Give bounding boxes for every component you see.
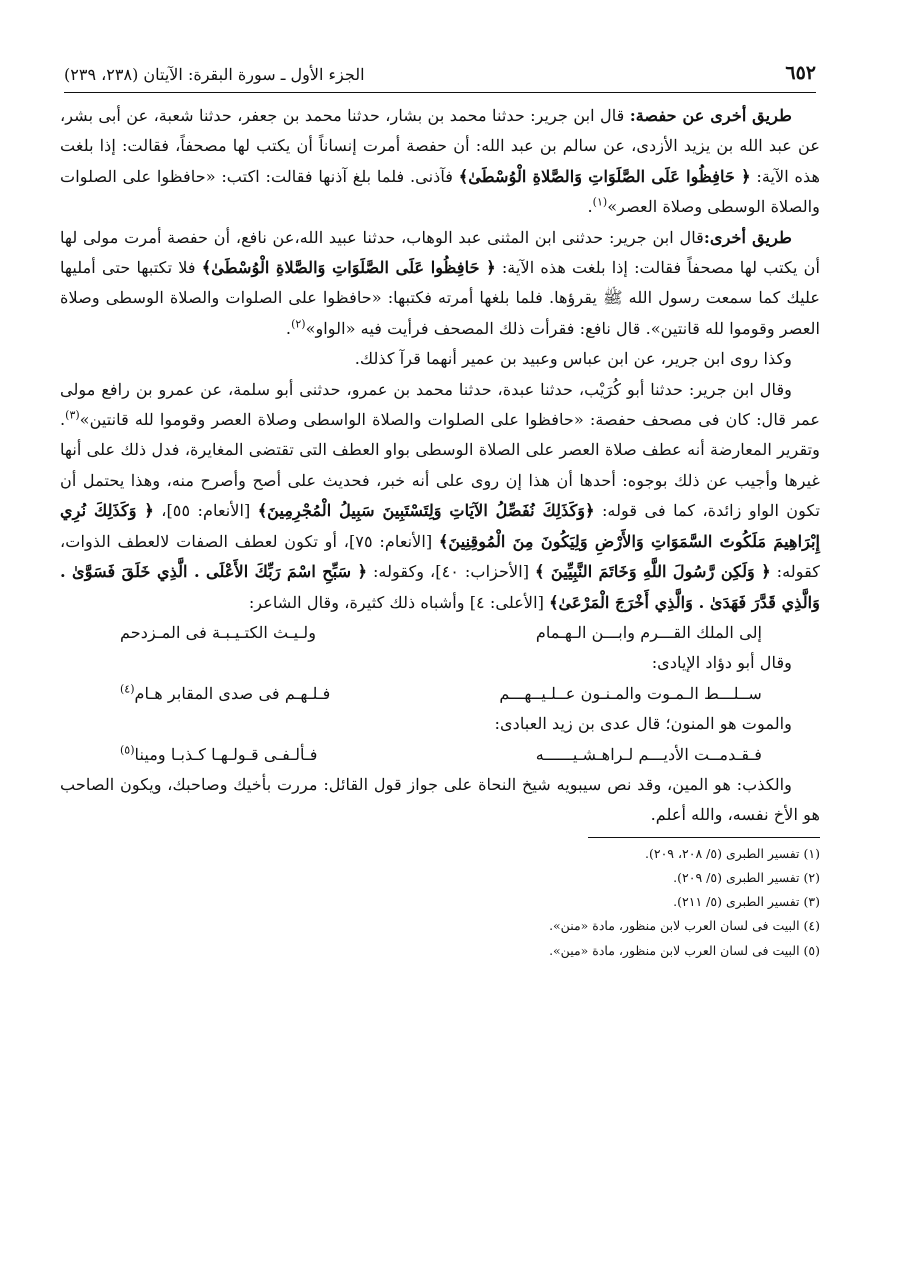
footnote-ref: (٥) xyxy=(120,743,135,757)
footnote-item: (٥) البيت فى لسان العرب لابن منظور، مادة «مين». xyxy=(549,942,820,958)
paragraph-text: فآذنى. فلما بلغ آذنها فقالت: اكتب: «حافظوا على الصلوات والصلاة الوسطى وصلاة العصر» xyxy=(60,166,820,217)
verse-first-hemistich: إلى الملك القـــرم وابـــن الـهـمام xyxy=(535,622,762,642)
poem-verse-1 xyxy=(60,618,820,648)
book-page xyxy=(60,62,820,963)
footnote-ref: (٤) xyxy=(120,682,135,696)
quran-citation: [الأحزاب: ٤٠]، وكقوله: xyxy=(367,562,535,582)
poem-verse-3 xyxy=(60,740,820,770)
footnote-ref: (٢) xyxy=(291,317,306,331)
poem-verse-2 xyxy=(60,679,820,709)
paragraph-text: . xyxy=(285,318,292,338)
verse-first-hemistich: ســلـــط الـمـوت والمـنـون عــلـيــهـــم xyxy=(499,683,762,703)
verse-second-hemistich-wrap xyxy=(120,740,317,770)
footnote-item: (٢) تفسير الطبرى (٥/ ٢٠٩). xyxy=(673,869,820,885)
footnote-item: (٤) البيت فى لسان العرب لابن منظور، مادة «منن». xyxy=(549,918,820,934)
quran-quote: ﴿ وَلَكِن رَّسُولَ اللَّهِ وَخَاتَمَ النَّبِيِّينَ ﴾ xyxy=(535,562,771,582)
footnote-item: (٣) تفسير الطبرى (٥/ ٢١١). xyxy=(673,894,820,910)
quran-quote: ﴿ حَافِظُوا عَلَى الصَّلَوَاتِ وَالصَّلاةِ الْوُسْطَىٰ﴾ xyxy=(458,166,751,186)
footnote-ref: (٣) xyxy=(65,408,80,422)
quran-citation: [الأعلى: ٤] وأشباه ذلك كثيرة، وقال الشاعر: xyxy=(248,592,550,612)
paragraph-text: قال ابن جرير: حدثنا محمد بن بشار، حدثنا محمد بن جعفر، حدثنا شعبة، عن أبى بشر، عن عبد الله بن يزيد الأزدى، عن سالم بن عبد الله: أن حفصة أمرت إنساناً أن يكتب لها مصحفاً، فقالت: إذا بلغت هذه الآية: xyxy=(60,106,820,186)
verse-second-hemistich: فـلـهـم فى صدى المقابر هـام xyxy=(134,683,331,703)
paragraph-abu-kurayb xyxy=(60,375,820,618)
paragraph-text: فلا تكتبها حتى أمليها عليك كما سمعت رسول الله ﷺ يقرؤها. فلما بلغها أمرته فكتبها: «حافظوا على الصلوات والصلاة الوسطى وصلاة العصر وقوموا لله قانتين». قال نافع: فقرأت ذلك المصحف فرأيت فيه «الواو» xyxy=(60,258,820,338)
paragraph-abu-duad: وقال أبو دؤاد الإيادى: xyxy=(651,653,792,673)
quran-citation: [الأنعام: ٧٥]، أو تكون لعطف الصفات لالعطف الذوات، كقوله: xyxy=(60,531,820,582)
verse-second-hemistich-wrap xyxy=(120,679,330,709)
paragraph-ibn-abbas: وكذا روى ابن جرير، عن ابن عباس وعبيد بن عمير أنهما قرآ كذلك. xyxy=(354,349,792,369)
paragraph-adi-ibn-zayd: والموت هو المنون؛ قال عدى بن زيد العبادى: xyxy=(494,714,792,734)
footnote-ref: (١) xyxy=(592,195,608,209)
verse-first-hemistich: فـقـدمــت الأديـــم لـراهـشـيــــــه xyxy=(535,744,762,764)
footnote-divider xyxy=(588,837,820,838)
footnotes xyxy=(60,842,820,963)
page-body xyxy=(60,101,820,831)
paragraph-another-route xyxy=(60,223,820,345)
verse-second-hemistich: فـألـفـى قـولـهـا كـذبـا ومينا xyxy=(134,744,318,764)
quran-quote: ﴿وَكَذَلِكَ نُفَصِّلُ الآيَاتِ وَلِتَسْتَبِينَ سَبِيلُ الْمُجْرِمِينَ﴾ xyxy=(257,501,595,521)
section-lead: طريق أخرى: xyxy=(703,227,792,247)
paragraph-text: . وتقرير المعارضة أنه عطف صلاة العصر على الصلاة الوسطى بواو العطف التى تقتضى المغايرة، فدل ذلك على أنها غيرها وأجيب عن ذلك بوجوه: أحدها أن هذا إن روى على أنه خبر، فحديث على أصح وأصرح منه، وهذا يحتمل أن تكون الواو زائدة، كما فى قوله: xyxy=(60,410,820,521)
paragraph-text: وقال ابن جرير: حدثنا أبو كُرَيْب، حدثنا عبدة، حدثنا محمد بن عمرو، حدثنى أبو سلمة، عن عمرو بن رافع مولى عمر قال: كان فى مصحف حفصة: «حافظوا على الصلوات والصلاة الواسطى وصلاة العصر وقوموا لله قانتين» xyxy=(60,379,820,430)
paragraph-hafsa-route xyxy=(60,101,820,223)
quran-quote: ﴿ حَافِظُوا عَلَى الصَّلَوَاتِ وَالصَّلاةِ الْوُسْطَىٰ﴾ xyxy=(201,258,496,278)
quran-quote: ﴿ سَبِّحِ اسْمَ رَبِّكَ الأَعْلَى . الَّذِي خَلَقَ فَسَوَّىٰ . وَالَّذِي قَدَّرَ فَهَدَىٰ . وَالَّذِي أَخْرَجَ الْمَرْعَىٰ﴾ xyxy=(60,562,820,612)
quran-quote: ﴿ وَكَذَلِكَ نُرِي إِبْرَاهِيمَ مَلَكُوتَ السَّمَوَاتِ وَالأَرْضِ وَلِيَكُونَ مِنَ الْمُوقِنِينَ﴾ xyxy=(60,501,821,551)
verse-second-hemistich: ولـيـث الكتـيـبـة فى المـزدحم xyxy=(120,622,317,642)
paragraph-text: قال ابن جرير: حدثنى ابن المثنى عبد الوهاب، حدثنا عبيد الله،عن نافع، أن حفصة أمرت مولى لها أن يكتب لها مصحفاً فقالت: إذا بلغت هذه الآية: xyxy=(60,227,820,278)
paragraph-sibawayh: والكذب: هو المين، وقد نص سيبويه شيخ النحاة على جواز قول القائل: مررت بأخيك وصاحبك، ويكون الصاحب هو الأخ نفسه، والله أعلم. xyxy=(60,774,820,825)
paragraph-text: . xyxy=(587,197,593,217)
section-lead: طريق أخرى عن حفصة: xyxy=(629,106,792,125)
footnote-item: (١) تفسير الطبرى (٥/ ٢٠٨، ٢٠٩). xyxy=(645,845,820,861)
page-number: ٦٥٢ xyxy=(785,62,816,84)
running-title: الجزء الأول ـ سورة البقرة: الآيتان (٢٣٨، ٢٣٩) xyxy=(64,65,365,84)
page-header xyxy=(64,62,816,93)
quran-citation: [الأنعام: ٥٥]، xyxy=(153,501,258,521)
